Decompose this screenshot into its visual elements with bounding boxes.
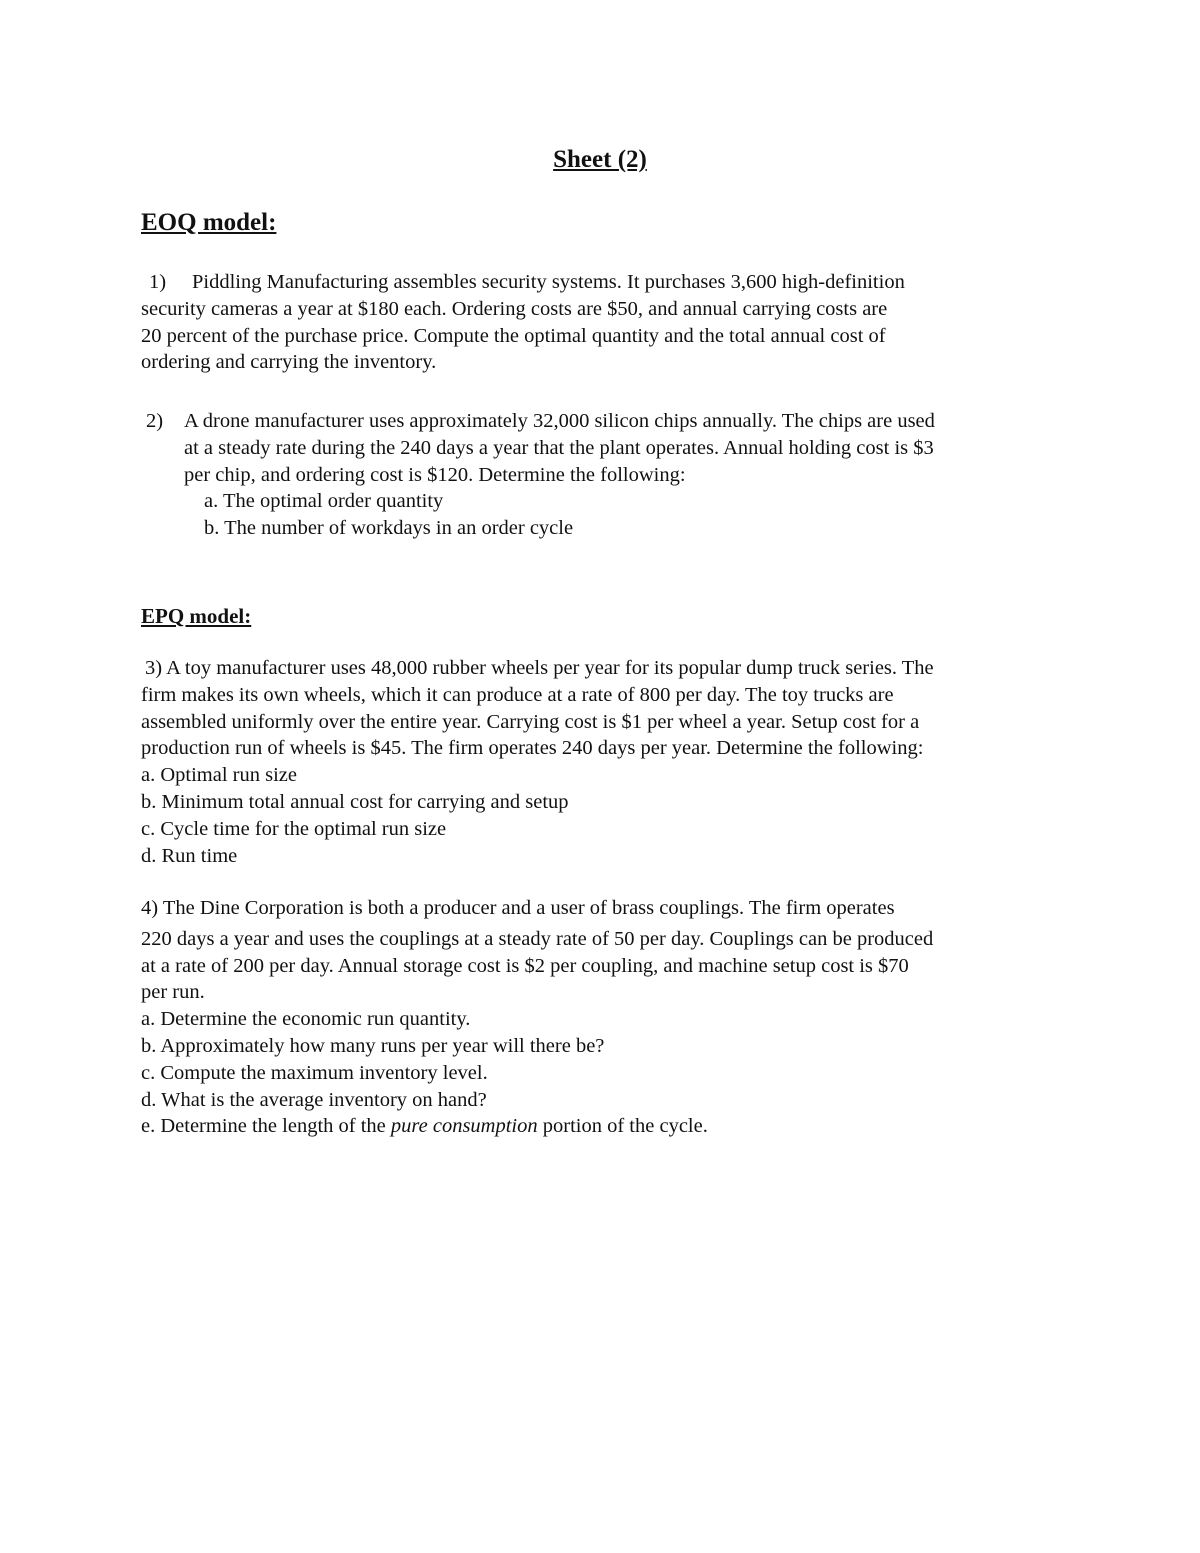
question-2-line: per chip, and ordering cost is $120. Determine the following: xyxy=(184,463,686,486)
epq-heading: EPQ model: xyxy=(141,604,252,628)
question-4-line: 220 days a year and uses the couplings at a steady rate of 50 per day. Couplings can be produced xyxy=(141,927,934,950)
question-4-line: per run. xyxy=(141,981,205,1004)
question-3-line: production run of wheels is $45. The firm operates 240 days per year. Determine the following: xyxy=(141,737,924,760)
question-2-part-a: a. The optimal order quantity xyxy=(204,490,444,513)
question-4 xyxy=(141,895,1071,1140)
question-2-text: A drone manufacturer uses approximately 32,000 silicon chips annually. The chips are used xyxy=(184,410,935,432)
question-3-part-c: c. Cycle time for the optimal run size xyxy=(141,817,447,840)
question-1-line xyxy=(141,269,1071,296)
question-3-part-a: a. Optimal run size xyxy=(141,764,297,787)
question-4-line: 4) The Dine Corporation is both a producer and a user of brass couplings. The firm operates xyxy=(141,897,895,919)
question-2 xyxy=(146,408,1076,542)
question-3 xyxy=(141,655,1071,869)
question-2-number: 2) xyxy=(146,410,164,432)
question-4-part-e-emphasis: pure consumption xyxy=(390,1115,538,1138)
question-1-text: Piddling Manufacturing assembles security systems. It purchases 3,600 high-definition xyxy=(192,271,905,293)
question-4-part-d: d. What is the average inventory on hand? xyxy=(141,1088,487,1111)
question-4-part-e-before: e. Determine the length of the xyxy=(141,1115,391,1138)
question-1-number: 1) xyxy=(149,271,167,293)
question-4-part-c: c. Compute the maximum inventory level. xyxy=(141,1061,488,1084)
sheet-title: Sheet (2) xyxy=(553,146,647,173)
question-4-part-b: b. Approximately how many runs per year will there be? xyxy=(141,1034,605,1057)
question-3-line: 3) A toy manufacturer uses 48,000 rubber wheels per year for its popular dump truck series. The xyxy=(145,657,934,679)
question-2-line: at a steady rate during the 240 days a year that the plant operates. Annual holding cost is $3 xyxy=(184,436,934,459)
question-2-part-b: b. The number of workdays in an order cycle xyxy=(204,517,574,540)
question-4-part-a: a. Determine the economic run quantity. xyxy=(141,1008,471,1031)
question-1-line: ordering and carrying the inventory. xyxy=(141,351,437,374)
question-4-part-e xyxy=(141,1113,1071,1140)
question-4-line: at a rate of 200 per day. Annual storage cost is $2 per coupling, and machine setup cost is $70 xyxy=(141,954,909,977)
question-3-part-d: d. Run time xyxy=(141,844,238,867)
question-4-part-e-after: portion of the cycle. xyxy=(537,1115,708,1138)
question-3-line: firm makes its own wheels, which it can produce at a rate of 800 per day. The toy trucks are xyxy=(141,683,894,706)
eoq-heading: EOQ model: xyxy=(141,209,277,236)
question-3-line: assembled uniformly over the entire year. Carrying cost is $1 per wheel a year. Setup cost for a xyxy=(141,710,920,733)
question-1 xyxy=(141,269,1071,376)
question-3-part-b: b. Minimum total annual cost for carrying and setup xyxy=(141,790,569,813)
question-2-line xyxy=(146,408,1076,435)
question-1-line: security cameras a year at $180 each. Ordering costs are $50, and annual carrying costs are xyxy=(141,297,888,320)
question-1-line: 20 percent of the purchase price. Compute the optimal quantity and the total annual cost of xyxy=(141,324,886,347)
